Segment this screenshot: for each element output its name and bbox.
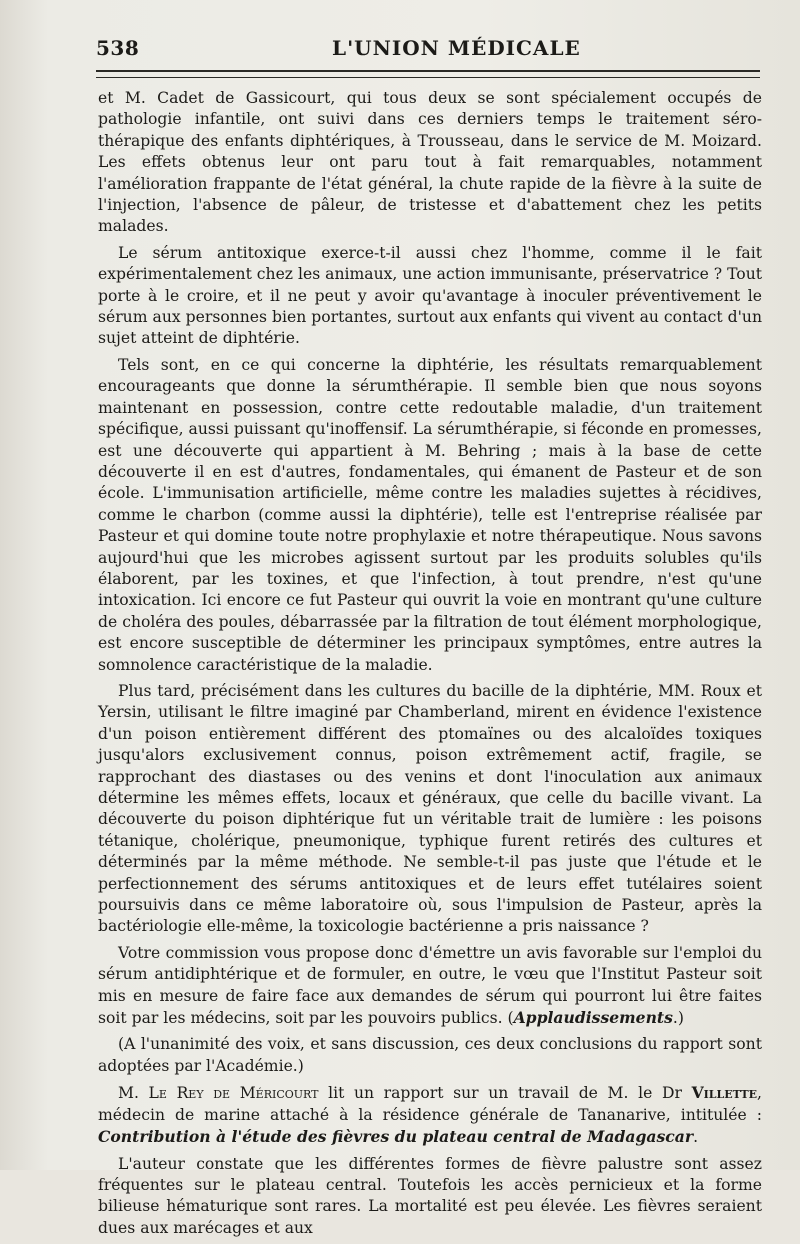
header-rule-thick (96, 70, 760, 72)
paragraph-commission-proposal (98, 943, 762, 1030)
speaker-name: M. Le Rey de Méricourt (118, 1084, 319, 1103)
page-header (96, 36, 760, 66)
commission-text: Votre commission vous propose donc d'émettre un avis favorable sur l'emploi du sérum antidiphtérique et de formuler, en outre, le vœu que l'Institut Pasteur soit mis en mesure de faire face aux demandes de sérum qui pourront lui être faites soit par les médecins, soit par les pouvoirs publics. ( (98, 943, 762, 1028)
paragraph-report-announcement (98, 1082, 762, 1148)
report-text: lit un rapport sur un travail de M. le (318, 1084, 662, 1103)
paragraph-author-findings: L'auteur constate que les différentes formes de fièvre palustre sont assez fréquentes sur le plateau central. Toutefois les accès pernicieux et la forme bilieuse hématurique sont rares. La mortalité est peu élevée. Les fièvres seraient dues aux marécages et aux (98, 1154, 762, 1237)
page-number: 538 (96, 36, 140, 60)
body-text (98, 88, 762, 1244)
applause-close: .) (672, 1009, 684, 1028)
doctor-prefix: Dr (661, 1084, 682, 1103)
header-rule-thin (96, 77, 760, 78)
doctor-name: Villette (691, 1083, 758, 1103)
paragraph-continuation: et M. Cadet de Gassicourt, qui tous deux se sont spécialement occupés de pathologie infantile, ont suivi dans ces derniers temps le traitement séro-thérapique des enfants diphtériques, à Trousseau, dans le service de M. Moizard. Les effets obtenus leur ont paru tout à fait remarquables, notamment l'amélioration frappante de l'état général, la chute rapide de la fièvre à la suite de l'injection, l'absence de pâleur, de tristesse et d'abattement chez les petits malades. (98, 89, 762, 236)
paragraph-academy-vote: (A l'unanimité des voix, et sans discussion, ces deux conclusions du rapport sont adoptées par l'Académie.) (98, 1035, 762, 1075)
running-title: L'UNION MÉDICALE (332, 36, 581, 60)
applause-note: Applaudissements (513, 1008, 673, 1028)
paragraph-roux-yersin: Plus tard, précisément dans les cultures du bacille de la diphtérie, MM. Roux et Yersin, utilisant le filtre imaginé par Chamberland, mirent en évidence l'existence d'un poison entièrement différent des ptomaïnes ou des alcaloïdes toxiques jusqu'alors exclusivement connus, poison extrêmement actif, fragile, se rapprochant des diastases ou des venins et dont l'inoculation aux animaux détermine les mêmes effets, locaux et généraux, que celle du bacille vivant. La découverte du poison diphtérique fut un véritable trait de lumière : les poisons tétanique, cholérique, pneumonique, typhique furent retirés des cultures et déterminés par la même méthode. Ne semble-t-il pas juste que l'étude et le perfectionnement des sérums antitoxiques et de leurs effet tutélaires soient poursuivis dans ce même laboratoire où, sous l'impulsion de Pasteur, après la bactériologie elle-même, la toxicologie bactérienne a pris naissance ? (98, 681, 762, 936)
doctor-rest: , médecin de marine attaché à la résidence générale de Tananarive, intitulée : (98, 1084, 762, 1124)
work-title-end: . (693, 1128, 699, 1147)
work-title: Contribution à l'étude des fièvres du plateau central de Madagascar (98, 1127, 694, 1147)
paragraph-preventive-serum: Le sérum antitoxique exerce-t-il aussi chez l'homme, comme il le fait expérimentalement chez les animaux, une action immunisante, préservatrice ? Tout porte à le croire, et il ne peut y avoir qu'avantage à inoculer préventivement le sérum aux personnes bien portantes, surtout aux enfants qui vivent au contact d'un sujet atteint de diphtérie. (98, 243, 762, 348)
paragraph-serumtherapy: Tels sont, en ce qui concerne la diphtérie, les résultats remarquablement encourageants que donne la sérumthérapie. Il semble bien que nous soyons maintenant en possession, contre cette redoutable maladie, d'un traitement spécifique, aussi puissant qu'inoffensif. La sérumthérapie, si féconde en promesses, est une découverte qui appartient à M. Behring ; mais à la base de cette découverte il en est d'autres, fondamentales, qui émanent de Pasteur et de son école. L'immunisation artificielle, même contre les maladies sujettes à récidives, comme le charbon (comme aussi la diphtérie), telle est l'entreprise réalisée par Pasteur et qui domine toute notre prophylaxie et notre thérapeutique. Nous savons aujourd'hui que les microbes agissent surtout par les produits solubles qu'ils élaborent, par les toxines, et que l'infection, à tout prendre, n'est qu'une intoxication. Ici encore ce fut Pasteur qui ouvrit la voie en montrant qu'une culture de choléra des poules, débarrassée par la filtration de tout élément morphologique, est encore susceptible de déterminer les principaux symptômes, entre autres la somnolence caractéristique de la maladie. (98, 355, 762, 674)
